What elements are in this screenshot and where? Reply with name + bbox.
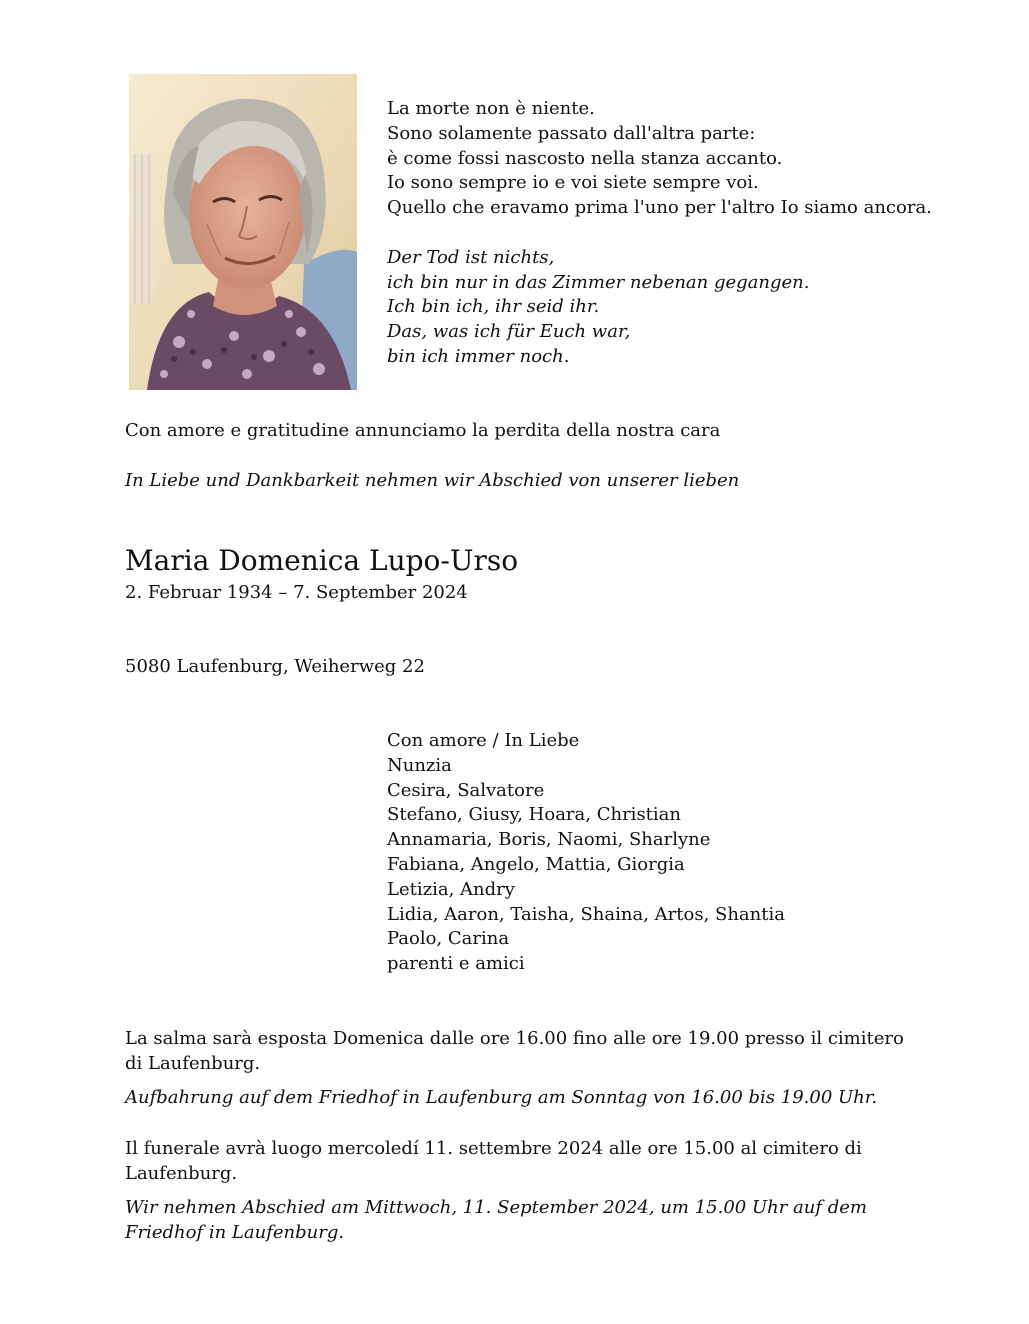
poem-line: La morte non è niente.: [387, 98, 595, 119]
family-member: Annamaria, Boris, Naomi, Sharlyne: [387, 829, 711, 851]
family-list: [387, 729, 785, 977]
deceased-address: 5080 Laufenburg, Weiherweg 22: [125, 656, 425, 677]
family-member: Lidia, Aaron, Taisha, Shaina, Artos, Shantia: [387, 903, 785, 925]
viewing-italian: La salma sarà esposta Domenica dalle ore 16.00 fino alle ore 19.00 presso il cimitero di Laufenburg.: [125, 1028, 904, 1074]
poem-line: è come fossi nascosto nella stanza accanto.: [387, 147, 783, 169]
poem-line: Ich bin ich, ihr seid ihr.: [387, 296, 600, 318]
poem-line: Io sono sempre io e voi siete sempre voi.: [387, 172, 759, 194]
funeral-italian: Il funerale avrà luogo mercoledí 11. settembre 2024 alle ore 15.00 al cimitero di Laufenburg.: [125, 1138, 862, 1184]
poem-italian: [387, 97, 1007, 221]
poem-line: ich bin nur in das Zimmer nebenan gegangen.: [387, 271, 810, 293]
poem-line: bin ich immer noch.: [387, 345, 570, 367]
deceased-name: Maria Domenica Lupo-Urso: [125, 544, 519, 577]
family-member: parenti e amici: [387, 953, 525, 975]
family-member: Nunzia: [387, 754, 452, 776]
poem-line: Sono solamente passato dall'altra parte:: [387, 122, 756, 144]
portrait-illustration: [129, 74, 357, 390]
family-member: Stefano, Giusy, Hoara, Christian: [387, 804, 681, 826]
family-member: Cesira, Salvatore: [387, 779, 545, 801]
family-heading: Con amore / In Liebe: [387, 730, 580, 751]
portrait-photo: [129, 74, 357, 390]
poem: [387, 97, 1007, 370]
poem-line: Der Tod ist nichts,: [387, 246, 555, 268]
poem-line: Das, was ich für Euch war,: [387, 321, 631, 343]
family-member: Letizia, Andry: [387, 878, 515, 900]
deceased-dates: 2. Februar 1934 – 7. September 2024: [125, 582, 468, 603]
announcement-italian: Con amore e gratitudine annunciamo la perdita della nostra cara: [125, 420, 721, 441]
funeral-german: Wir nehmen Abschied am Mittwoch, 11. September 2024, um 15.00 Uhr auf dem Friedhof in Laufenburg.: [125, 1197, 867, 1243]
announcement-german: In Liebe und Dankbarkeit nehmen wir Abschied von unserer lieben: [125, 470, 740, 491]
poem-gap: [387, 221, 1007, 246]
family-member: Paolo, Carina: [387, 928, 510, 950]
poem-line: Quello che eravamo prima l'uno per l'altro Io siamo ancora.: [387, 197, 932, 219]
family-member: Fabiana, Angelo, Mattia, Giorgia: [387, 853, 685, 875]
viewing-german: Aufbahrung auf dem Friedhof in Laufenburg am Sonntag von 16.00 bis 19.00 Uhr.: [125, 1087, 878, 1108]
poem-german: [387, 246, 1007, 370]
